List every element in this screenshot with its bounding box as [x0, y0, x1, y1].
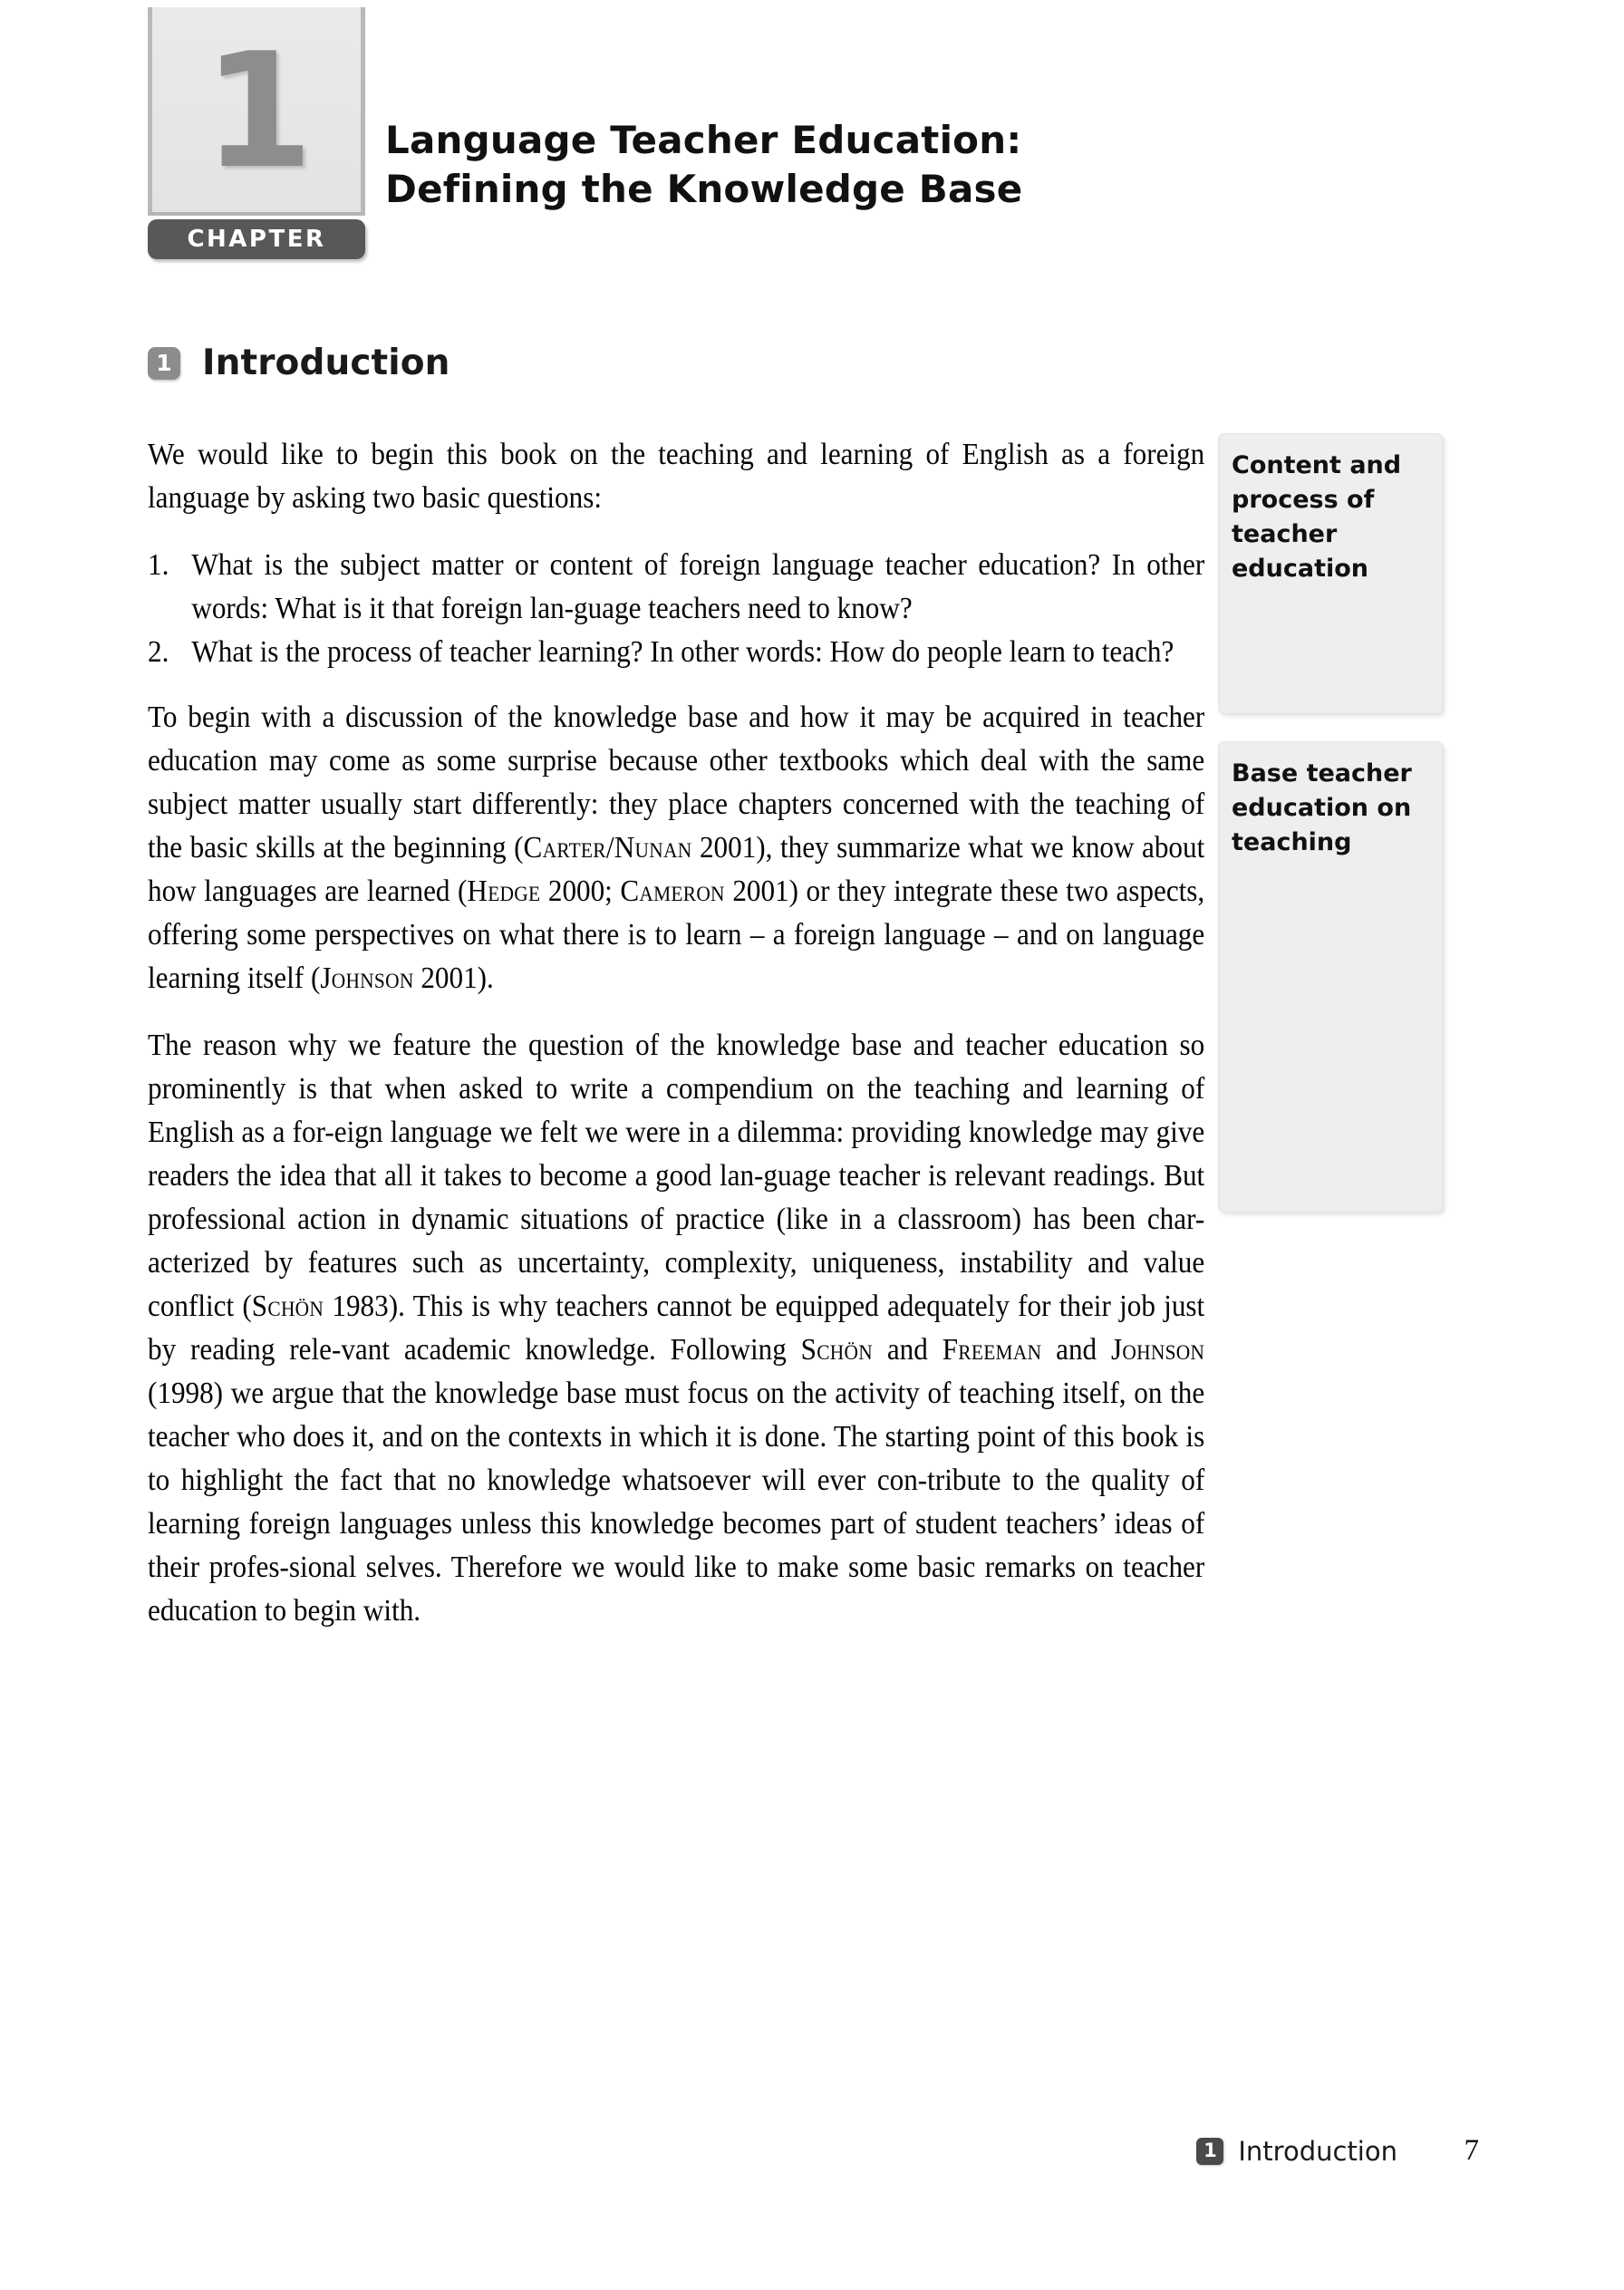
margin-note: Content and process of teacher education	[1218, 433, 1443, 714]
citation-carter-nunan: Carter/Nunan	[523, 831, 692, 865]
para2-part-4: 2001) or they integrate these two aspects, offering some perspectives on what there is to learn – a foreign language – and on language learning itself (	[148, 874, 1205, 995]
question-list	[148, 544, 1204, 674]
para2-part-3: 2000;	[540, 874, 621, 908]
chapter-header	[148, 7, 1489, 279]
chapter-label-pill	[148, 219, 365, 259]
page-footer	[0, 2134, 1624, 2189]
citation-hedge: Hedge	[467, 874, 541, 908]
chapter-title	[385, 116, 1473, 214]
citation-schon-1983: Schön	[251, 1290, 324, 1323]
section-heading	[148, 343, 450, 383]
citation-schon: Schön	[800, 1333, 873, 1367]
chapter-title-line-2: Defining the Knowledge Base	[385, 166, 1023, 211]
para3-part-2: 1983). This is why teachers cannot be equipped adequately for their job just by reading rele-vant academic knowledge. Following	[148, 1290, 1205, 1367]
para3-part-5: (1998) we argue that the knowledge base must focus on the activity of teaching itself, on the teacher who does it, and on the contexts in which it is done. The starting point of this book is to highlight the fact that no knowledge whatsoever will ever con-tribute to the quality of learning foreign languages unless this knowledge becomes part of student teachers’ ideas of their profes-sional selves. Therefore we would like to make some basic remarks on teacher education to begin with.	[148, 1377, 1205, 1628]
paragraph-knowledge-base	[148, 696, 1204, 1000]
footer-inner	[1196, 2134, 1479, 2168]
list-item-text: What is the process of teacher learning? In other words: How do people learn to teach?	[191, 635, 1174, 669]
citation-freeman: Freeman	[942, 1333, 1042, 1367]
section-heading-title: Introduction	[202, 343, 450, 383]
citation-johnson-1998: Johnson	[1111, 1333, 1205, 1367]
para2-part-2: 2001), they summarize what we know about how languages are learned (	[148, 831, 1205, 908]
chapter-number-box	[148, 7, 365, 216]
chapter-number: 1	[203, 20, 310, 204]
citation-cameron: Cameron	[620, 874, 725, 908]
footer-section-number: 1	[1204, 2140, 1217, 2161]
margin-note: Base teacher education on teaching	[1218, 741, 1443, 1213]
list-marker: 1.	[148, 548, 169, 582]
chapter-marker	[148, 7, 371, 259]
citation-johnson: Johnson	[320, 961, 414, 995]
list-marker: 2.	[148, 635, 169, 669]
list-item	[148, 631, 1204, 674]
list-item-text: What is the subject matter or content of foreign language teacher education? In other words: What is it that foreign lan-guage teachers need to know?	[191, 548, 1205, 625]
para3-part-3: and	[872, 1333, 942, 1367]
paragraph-intro: We would like to begin this book on the teaching and learning of English as a foreign language by asking two basic questions:	[148, 438, 1205, 515]
list-item	[148, 544, 1204, 631]
para3-part-4: and	[1041, 1333, 1112, 1367]
section-number-badge	[148, 347, 180, 380]
para3-part-1: The reason why we feature the question of the knowledge base and teacher education so prominently is that when asked to write a compendium on the teaching and learning of English as a for-eign language we felt we were in a dilemma: providing knowledge may give readers the idea that all it takes to become a good lan-guage teacher is relevant readings. But professional action in dynamic situations of practice (like in a classroom) has been char-acterized by features such as uncertainty, complexity, uniqueness, instability and value conflict (	[148, 1029, 1205, 1323]
section-number: 1	[156, 350, 172, 376]
para2-part-1: To begin with a discussion of the knowledge base and how it may be acquired in teacher education may come as some surprise because other textbooks which deal with the same subject matter usually start differently: they place chapters concerned with the teaching of the basic skills at the beginning (	[148, 701, 1205, 865]
paragraph-reason-why	[148, 1024, 1204, 1633]
chapter-label-text: CHAPTER	[187, 226, 326, 253]
para2-part-5: 2001).	[413, 961, 494, 995]
page-number: 7	[1464, 2134, 1479, 2167]
footer-section-badge	[1196, 2138, 1223, 2165]
margin-notes-column	[1218, 433, 1443, 1213]
footer-section-label: Introduction	[1238, 2135, 1397, 2167]
chapter-title-line-1: Language Teacher Education:	[385, 118, 1022, 162]
body-text-column	[148, 433, 1204, 1633]
